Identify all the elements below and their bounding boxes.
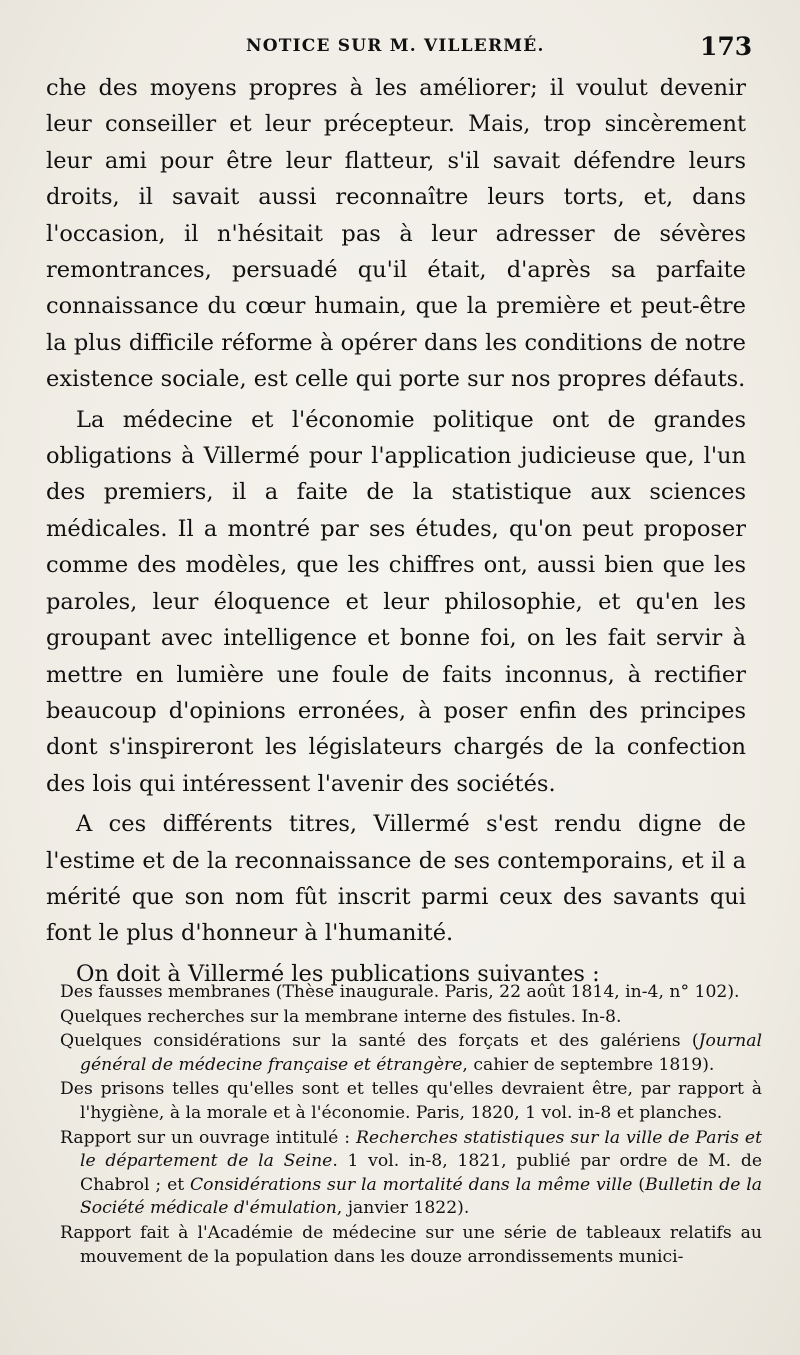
- running-title: NOTICE SUR M. VILLERMÉ.: [246, 36, 545, 56]
- body-text: [46, 70, 746, 992]
- bibliography-entry: Des fausses membranes (Thèse inaugurale. Paris, 22 août 1814, in-4, n° 102).: [60, 982, 740, 1002]
- paragraph-statistics: La médecine et l'économie politique ont de grandes obligations à Villermé pour l'application judicieuse que, l'un des premiers, il a faite de la statistique aux sciences médicales. Il a montré par ses études, qu'on peut proposer comme des modèles, que les chiffres ont, aussi bien que les paroles, leur éloquence et leur philosophie, et qu'en les groupant avec intelligence et bonne foi, on les fait servir à mettre en lumière une foule de faits inconnus, à rectifier beaucoup d'opinions erronées, à poser enfin des principes dont s'inspireront les législateurs chargés de la confection des lois qui intéressent l'avenir des sociétés.: [46, 406, 746, 797]
- bibliography-entry: Des prisons telles qu'elles sont et telles qu'elles devraient être, par rapport à l'hygiène, à la morale et à l'économie. Paris, 1820, 1 vol. in-8 et planches.: [60, 1079, 762, 1123]
- page-number: 173: [700, 32, 753, 61]
- bibliography-entry: Rapport fait à l'Académie de médecine sur une série de tableaux relatifs au mouvement de la population dans les douze arrondissements munici-: [60, 1222, 762, 1267]
- bibliography-entry: Rapport sur un ouvrage intitulé : Recherches statistiques sur la ville de Paris et le département de la Seine. 1 vol. in-8, 1821, publié par ordre de M. de Chabrol ; et Considérations sur la mortalité dans la même ville (Bulletin de la Société médicale d'émulation, janvier 1822).: [60, 1127, 762, 1219]
- bibliography-list: [60, 981, 762, 1270]
- bibliography-entry: Quelques considérations sur la santé des forçats et des galériens (Journal général de médecine française et étrangère, cahier de septembre 1819).: [60, 1031, 762, 1075]
- publications-intro: On doit à Villermé les publications suivantes :: [76, 960, 600, 987]
- bibliography-entry: Quelques recherches sur la membrane interne des fistules. In-8.: [60, 1006, 622, 1027]
- paragraph-continuation: che des moyens propres à les améliorer; il voulut devenir leur conseiller et leur précepteur. Mais, trop sincèrement leur ami pour être leur flatteur, s'il savait défendre leurs droits, il savait aussi reconnaître leurs torts, et, dans l'occasion, il n'hésitait pas à leur adresser de sévères remontrances, persuadé qu'il était, d'après sa parfaite connaissance du cœur humain, que la première et peut-être la plus difficile réforme à opérer dans les conditions de notre existence sociale, est celle qui porte sur nos propres défauts.: [46, 75, 746, 393]
- running-head: [0, 32, 800, 66]
- paragraph-honours: A ces différents titres, Villermé s'est rendu digne de l'estime et de la reconnaissance de ses contemporains, et il a mérité que son nom fût inscrit parmi ceux des savants qui font le plus d'honneur à l'humanité.: [46, 811, 746, 947]
